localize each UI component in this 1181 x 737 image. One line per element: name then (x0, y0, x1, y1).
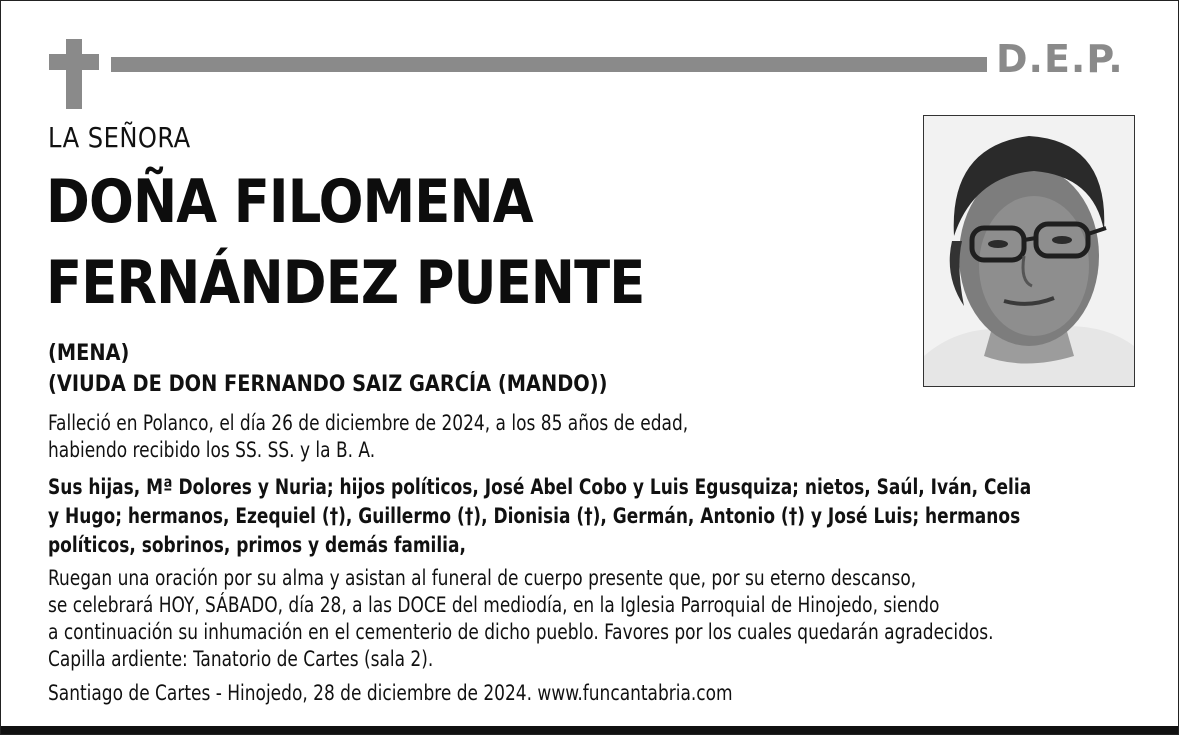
family-line: Sus hijas, Mª Dolores y Nuria; hijos políticos, José Abel Cobo y Luis Egusquiza; nietos, Saúl, Iván, Celia (48, 475, 1032, 499)
deceased-name-line-2: FERNÁNDEZ PUENTE (46, 248, 645, 318)
family-line: y Hugo; hermanos, Ezequiel (†), Guillermo (†), Dionisia (†), Germán, Antonio (†) y José Luis; hermanos (48, 504, 1021, 528)
intro-text: LA SEÑORA (48, 121, 191, 154)
death-line: Falleció en Polanco, el día 26 de diciembre de 2024, a los 85 años de edad, (48, 411, 689, 435)
bottom-rule (1, 726, 1178, 734)
request-line: Capilla ardiente: Tanatorio de Cartes (sala 2). (48, 647, 434, 671)
request-line: se celebrará HOY, SÁBADO, día 28, a las DOCE del mediodía, en la Iglesia Parroquial de Hinojedo, siendo (48, 593, 940, 617)
request-line: a continuación su inhumación en el cementerio de dicho pueblo. Favores por los cuales quedarán agradecidos. (48, 620, 994, 644)
family-line: políticos, sobrinos, primos y demás familia, (48, 533, 466, 557)
alias-widow-of: (VIUDA DE DON FERNANDO SAIZ GARCÍA (MANDO)) (48, 372, 608, 397)
cross-icon-bar (49, 54, 99, 70)
death-line: habiendo recibido los SS. SS. y la B. A. (48, 438, 376, 462)
deceased-name-line-1: DOÑA FILOMENA (46, 167, 533, 237)
header-rule (111, 57, 987, 72)
portrait-photo (923, 115, 1135, 387)
footer-line: Santiago de Cartes - Hinojedo, 28 de diciembre de 2024. www.funcantabria.com (48, 681, 733, 705)
cross-icon (66, 39, 82, 109)
dep-mark: D.E.P. (996, 37, 1124, 81)
portrait-image (924, 116, 1134, 386)
alias-nickname: (MENA) (48, 341, 130, 366)
request-line: Ruegan una oración por su alma y asistan al funeral de cuerpo presente que, por su eterno descanso, (48, 566, 917, 590)
